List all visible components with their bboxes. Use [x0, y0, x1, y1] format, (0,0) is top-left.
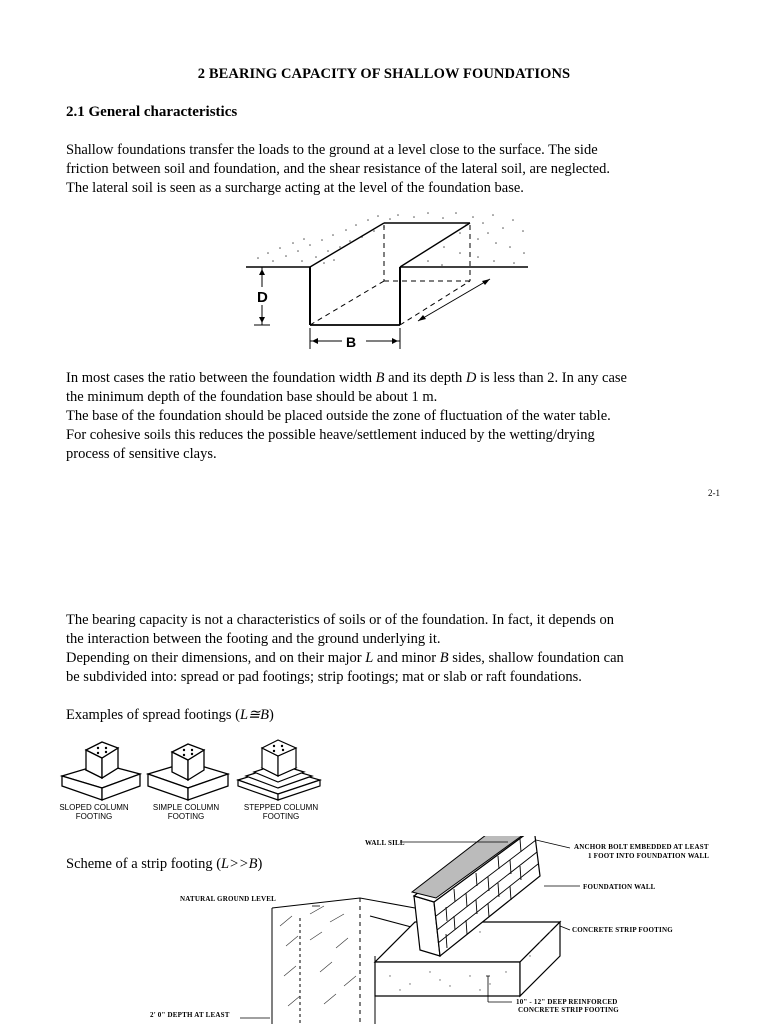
- caption-sloped-footing: SLOPED COLUMN FOOTING: [59, 803, 129, 821]
- paragraph-bearing: [66, 611, 716, 687]
- label-depth-at-least: 2' 0" DEPTH AT LEAST: [150, 1011, 230, 1019]
- strip-footing-caption: Scheme of a strip footing (L>>B): [66, 856, 263, 872]
- paragraph-ratio: [66, 369, 716, 464]
- paragraph-line: the interaction between the footing and the ground underlying it.: [66, 631, 441, 647]
- label-wall-sill: WALL SILL: [365, 839, 405, 847]
- paragraph-line: Depending on their dimensions, and on their major L and minor B sides, shallow foundation can: [66, 650, 624, 666]
- caption-stepped-footing: STEPPED COLUMN FOOTING: [243, 803, 319, 821]
- simple-footing-drawing: [148, 744, 228, 800]
- label-concrete-strip: CONCRETE STRIP FOOTING: [572, 926, 673, 934]
- caption-simple-footing: SIMPLE COLUMN FOOTING: [152, 803, 220, 821]
- sloped-footing-drawing: [62, 742, 140, 800]
- paragraph-line: The lateral soil is seen as a surcharge acting at the level of the foundation base.: [66, 180, 524, 196]
- page-number: 2-1: [708, 488, 720, 498]
- label-anchor-bolt-2: 1 FOOT INTO FOUNDATION WALL: [588, 852, 710, 860]
- spread-footings-caption: Examples of spread footings (L≅B): [66, 707, 274, 723]
- shallow-foundation-diagram: [238, 203, 532, 355]
- label-foundation-wall: FOUNDATION WALL: [583, 883, 656, 891]
- paragraph-line: process of sensitive clays.: [66, 446, 217, 462]
- paragraph-line: The base of the foundation should be placed outside the zone of fluctuation of the water table.: [66, 408, 611, 424]
- stepped-footing-drawing: [238, 740, 320, 800]
- paragraph-line: For cohesive soils this reduces the possible heave/settlement induced by the wetting/drying: [66, 427, 595, 443]
- paragraph-line: In most cases the ratio between the foundation width B and its depth D is less than 2. In any case: [66, 370, 627, 386]
- label-d: D: [257, 289, 268, 306]
- label-depth-note: 10" - 12" DEEP REINFORCED: [516, 998, 618, 1006]
- strip-footing-illustration: [240, 836, 760, 1024]
- label-depth-note-2: CONCRETE STRIP FOOTING: [518, 1006, 619, 1014]
- paragraph-intro: [66, 141, 716, 198]
- paragraph-line: the minimum depth of the foundation base should be about 1 m.: [66, 389, 438, 405]
- label-b: B: [346, 334, 357, 350]
- paragraph-line: friction between soil and foundation, and the shear resistance of the lateral soil, are neglected.: [66, 161, 610, 177]
- section-heading: 2.1 General characteristics: [66, 104, 238, 120]
- paragraph-line: The bearing capacity is not a characteristics of soils or of the foundation. In fact, it depends on: [66, 612, 614, 628]
- paragraph-line: be subdivided into: spread or pad footings; strip footings; mat or slab or raft foundations.: [66, 669, 582, 685]
- soil-texture-right: [413, 212, 525, 266]
- label-anchor-bolt: ANCHOR BOLT EMBEDDED AT LEAST: [574, 843, 709, 851]
- page-title: 2 BEARING CAPACITY OF SHALLOW FOUNDATIONS: [197, 66, 571, 82]
- label-natural-ground-level: NATURAL GROUND LEVEL: [180, 895, 277, 903]
- paragraph-line: Shallow foundations transfer the loads to the ground at a level close to the surface. The side: [66, 142, 598, 158]
